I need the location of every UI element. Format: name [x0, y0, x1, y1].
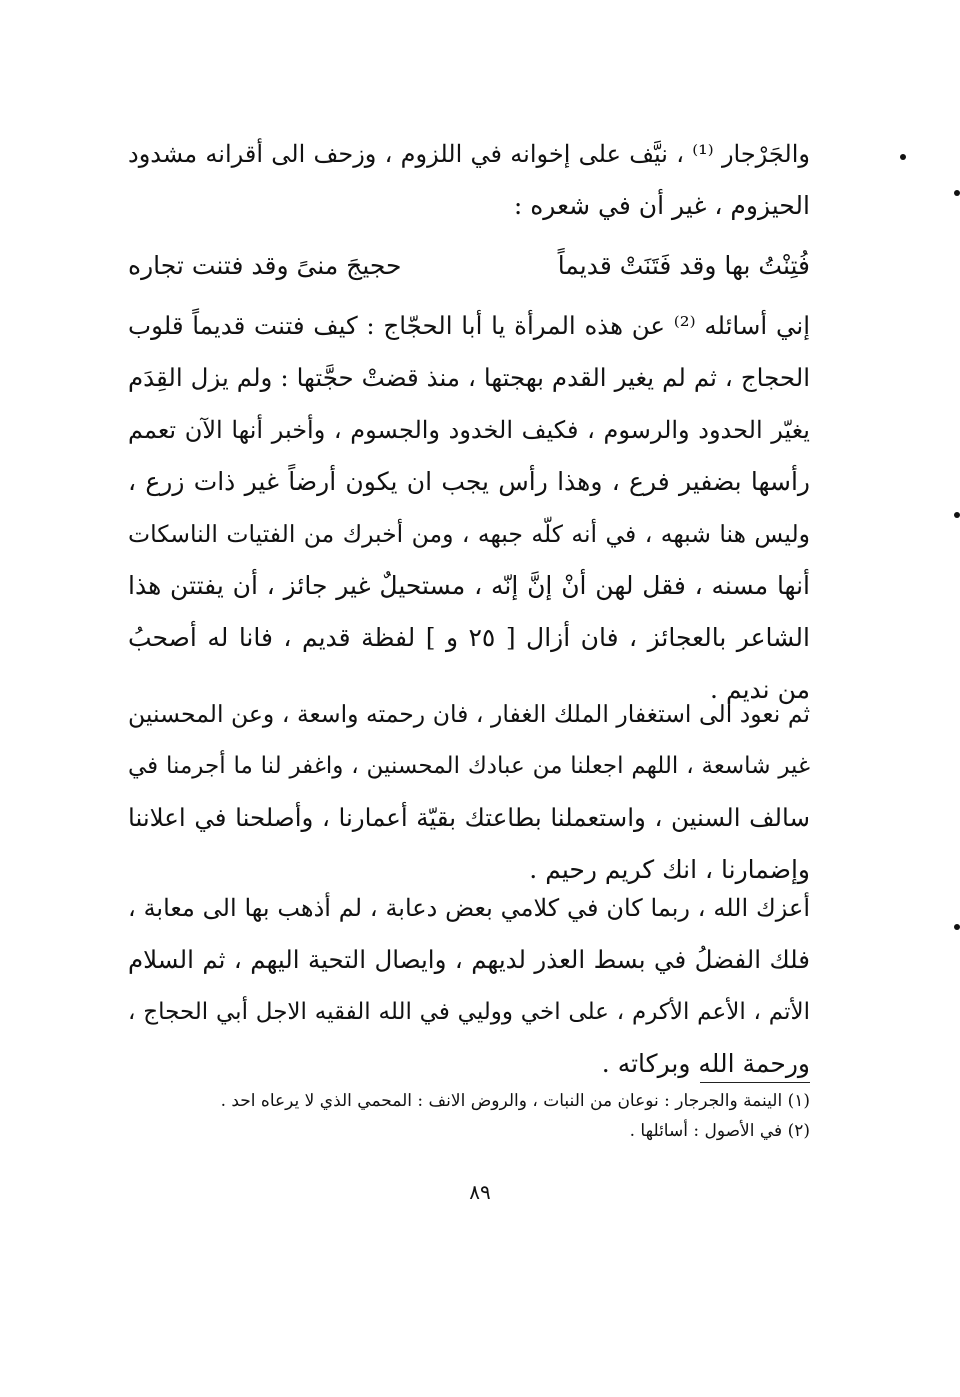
margin-dot — [954, 924, 960, 930]
footnotes — [128, 1086, 810, 1146]
intro-paragraph — [128, 128, 810, 232]
footnote-divider — [700, 1082, 810, 1083]
text-line: أعزك الله ، ربما كان في كلامي بعض دعابة ، لم أذهب بها الى معابة ، — [128, 894, 810, 922]
text-line: الحيزوم ، غير أن في شعره : — [513, 191, 810, 220]
verse-right-hemistich: فُتِنْتُ بها وقد فَتَنَتْ قديماً — [557, 251, 810, 280]
paragraph-3 — [128, 882, 810, 1090]
text-line: ثم نعود الى استغفار الملك الغفار ، فان رحمته واسعة ، وعن المحسنين — [128, 700, 810, 728]
text-line: سالف السنين ، واستعملنا بطاعتك بقيّة أعمارنا ، وأصلحنا في اعلاننا — [128, 803, 810, 832]
text-line: غير شاسعة ، اللهم اجعلنا من عبادك المحسنين ، واغفر لنا ما أجرمنا في — [128, 753, 810, 779]
paragraph-1 — [128, 300, 810, 716]
margin-dot — [954, 512, 960, 518]
text-line: يغيّر الحدود والرسوم ، فكيف الخدود والجسوم ، وأخبر أنها الآن تعمم — [128, 416, 810, 444]
text-line: الحجاج ، ثم لم يغير القدم بهجتها ، منذ قضتْ حجَّتها : ولم يزل القِدَم — [128, 363, 810, 392]
text-line: إني أسائله ⁽²⁾ عن هذه المرأة يا أبا الحجّاج : كيف فتنت قديماً قلوب — [128, 311, 810, 340]
paragraph-2 — [128, 688, 810, 896]
text-line: فلك الفضلُ في بسط العذر لديهم ، وايصال التحية اليهم ، ثم السلام — [128, 945, 810, 974]
poetry-verse — [128, 240, 810, 292]
text-line: والجَرْجار ⁽¹⁾ ، نيَّف على إخوانه في اللزوم ، وزحف الى أقرانه مشدود — [128, 140, 810, 168]
text-line: وليس هنا شبهه ، في أنه كلّه جبهه ، ومن أخبرك من الفتيات الناسكات — [128, 520, 810, 548]
text-line: وإضمارنا ، انك كريم رحيم . — [529, 855, 810, 884]
page-number: ٨٩ — [469, 1180, 491, 1204]
text-line: من نديم . — [710, 675, 810, 704]
verse-left-hemistich: حجيجَ منىً وقد فتنت تجاره — [128, 251, 402, 280]
footnote-1: (١) الينمة والجرجار : نوعان من النبات ، والروض الانف : المحمي الذي لا يرعاه احد . — [220, 1091, 810, 1111]
text-line: ورحمة الله وبركاته . — [601, 1049, 810, 1078]
text-line: الشاعر بالعجائز ، فان أزال [ ٢٥ و ] لفظة قديم ، فانا له أصحبُ — [128, 623, 810, 652]
text-line: الأتم ، الأعم الأكرم ، على اخي ووليي في الله الفقيه الاجل أبي الحجاج ، — [128, 999, 810, 1025]
footnote-2: (٢) في الأصول : أسائلها . — [629, 1121, 810, 1141]
text-line: رأسها بضفير فرع ، وهذا رأس يجب ان يكون أرضاً غير ذات زرع ، — [128, 467, 810, 496]
margin-dot — [900, 154, 906, 160]
text-line: أنها مسنه ، فقل لهن أنْ إنَّ إنّه ، مستحيلٌ غير جائز ، أن يفتتن هذا — [128, 571, 810, 600]
margin-dot — [954, 190, 960, 196]
